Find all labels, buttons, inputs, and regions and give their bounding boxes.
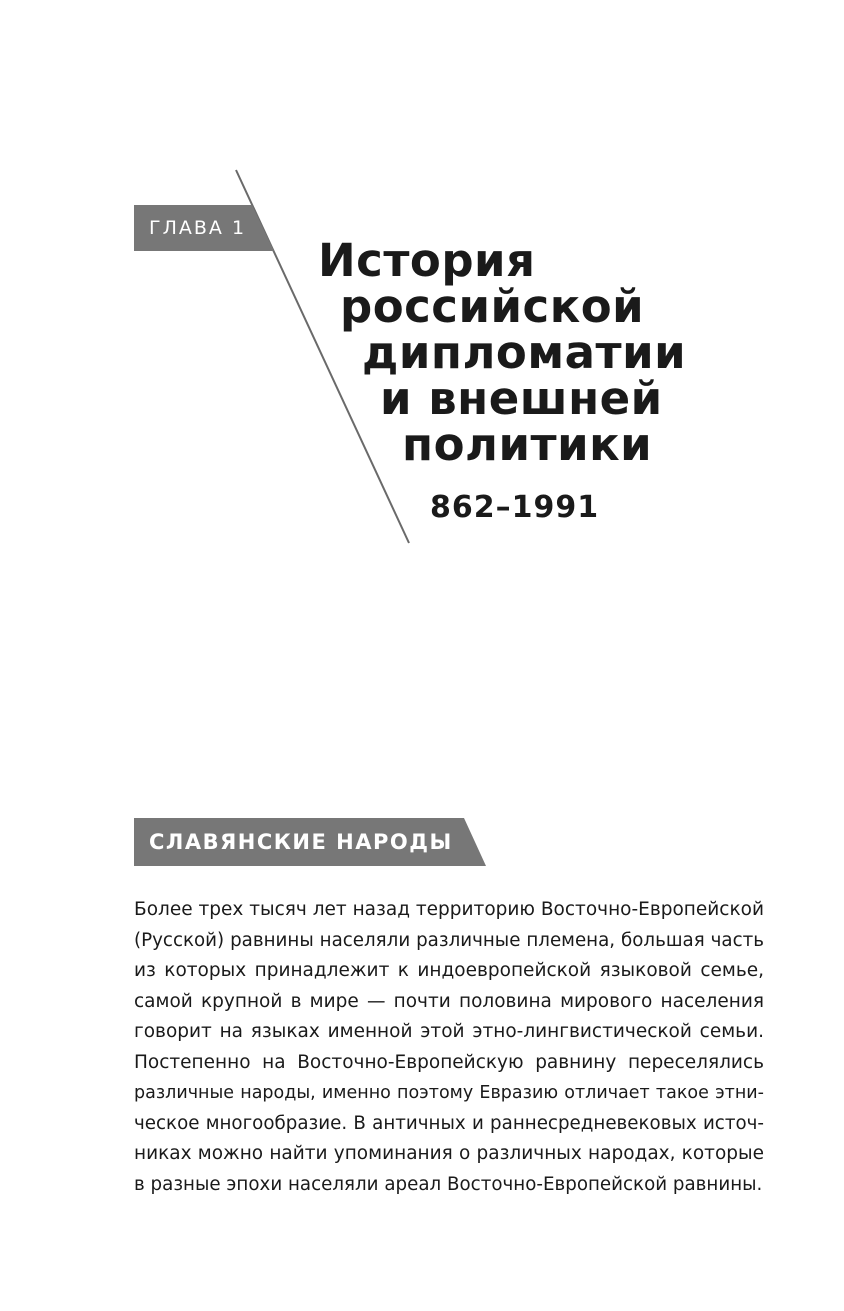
title-line-2: российской	[340, 280, 645, 333]
title-line-1: История	[318, 234, 536, 287]
body-line: ческое многообразие. В античных и раннесредневековых источ-	[134, 1112, 764, 1134]
title-line-3: дипломатии	[362, 326, 687, 379]
chapter-years: 862–1991	[430, 490, 600, 525]
section-heading-tab	[134, 818, 494, 866]
body-line: говорит на языках именной этой этно-лингвистической семьи.	[134, 1021, 764, 1042]
chapter-label: ГЛАВА 1	[149, 217, 247, 239]
title-line-4: и внешней	[380, 372, 663, 425]
body-line: Постепенно на Восточно-Европейскую равнину переселялись	[134, 1051, 764, 1073]
body-line: Более трех тысяч лет назад территорию Восточно-Европейской	[134, 899, 764, 920]
body-paragraph	[134, 895, 764, 1200]
section-heading: СЛАВЯНСКИЕ НАРОДЫ	[149, 830, 453, 854]
body-line: никах можно найти упоминания о различных народах, которые	[134, 1143, 764, 1164]
body-line: из которых принадлежит к индоевропейской языковой семье,	[134, 960, 764, 981]
title-line-5: политики	[402, 418, 653, 471]
chapter-tab	[134, 205, 274, 251]
body-line: самой крупной в мире — почти половина мирового населения	[134, 990, 764, 1012]
body-line: (Русской) равнины населяли различные племена, большая часть	[134, 929, 764, 951]
body-line: в разные эпохи населяли ареал Восточно-Европейской равнины.	[134, 1173, 763, 1195]
body-line: различные народы, именно поэтому Евразию отличает такое этни-	[134, 1083, 764, 1103]
